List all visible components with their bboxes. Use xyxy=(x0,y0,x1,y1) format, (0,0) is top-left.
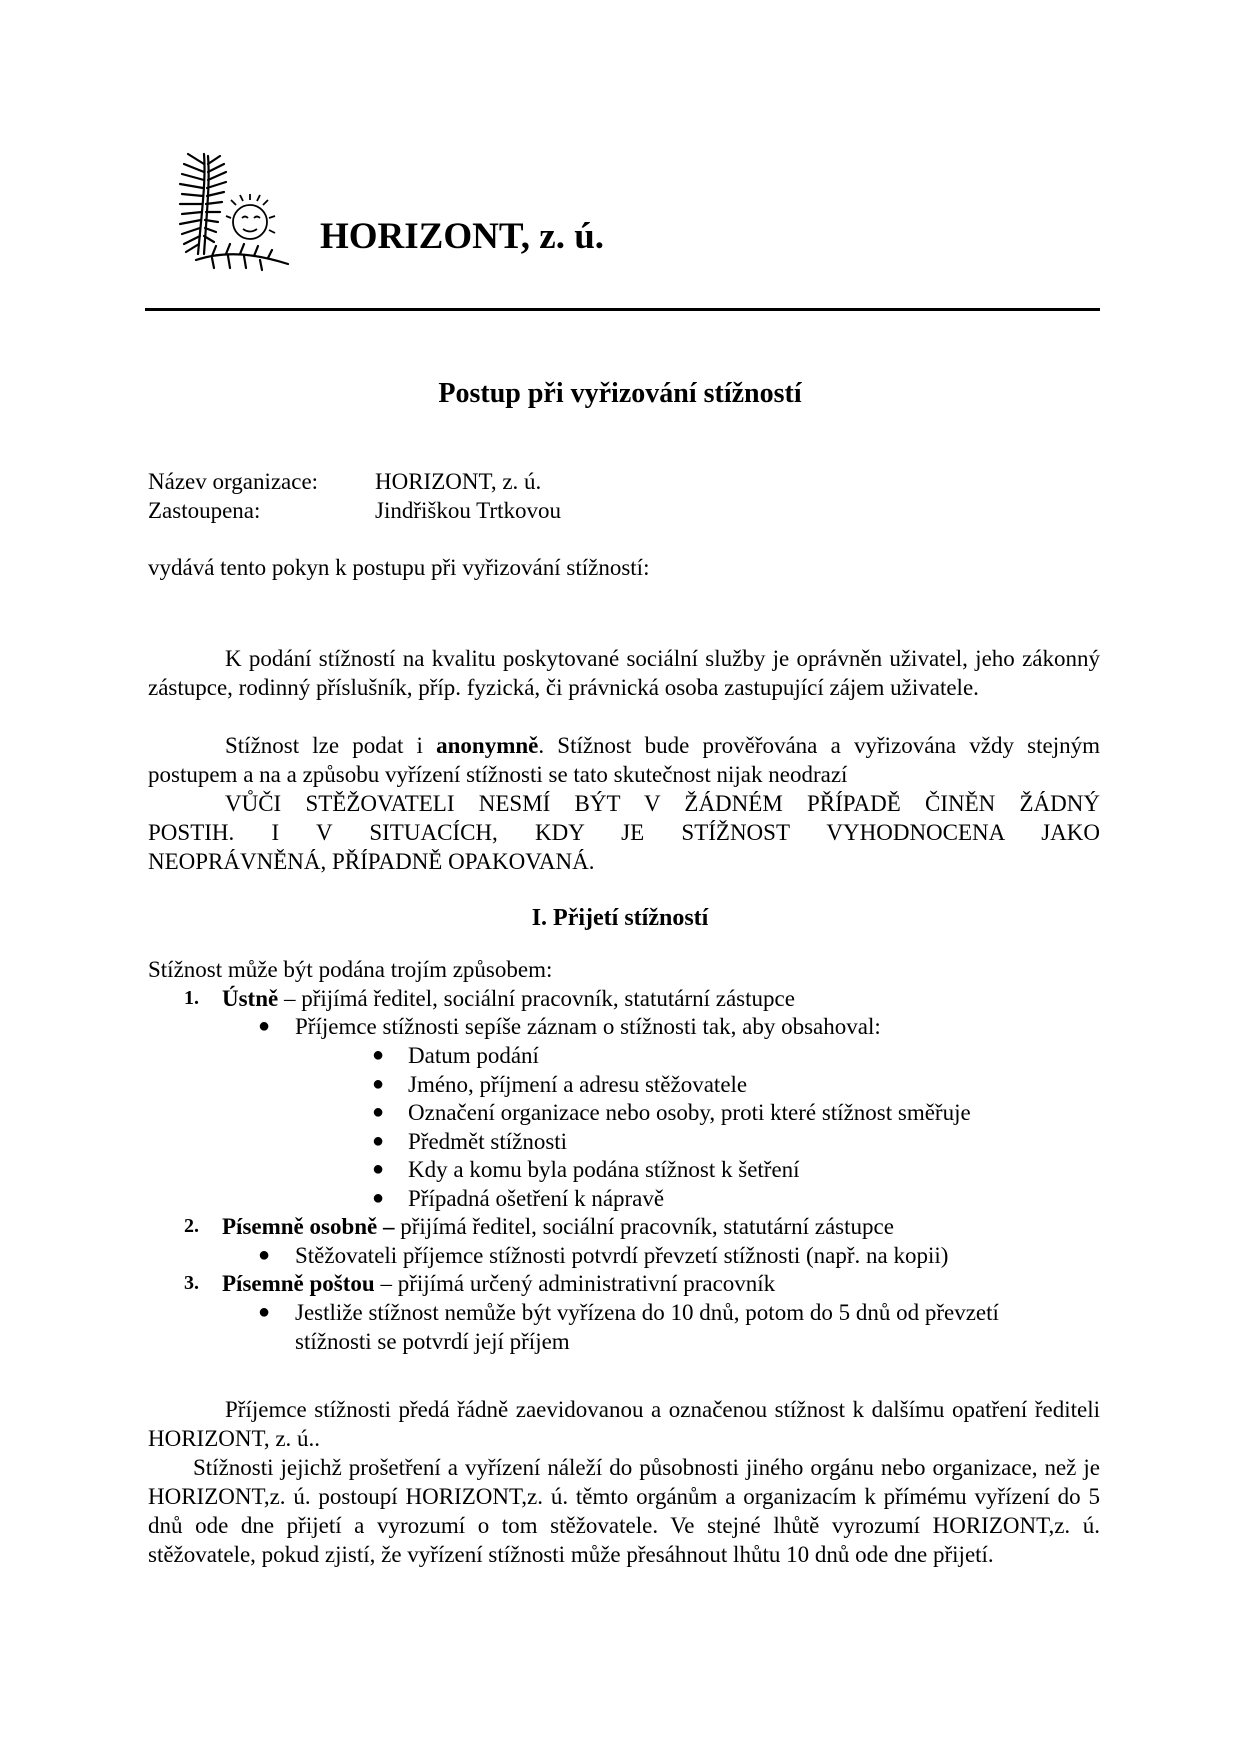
paragraph-eligibility: K podání stížností na kvalitu poskytované sociální služby je oprávněn uživatel, jeho zákonný zástupce, rodinný příslušník, příp. fyzická, či právnická osoba zastupující zájem uživatele. xyxy=(148,646,1100,700)
anonymous-pre: Stížnost lze podat i xyxy=(225,733,437,758)
list-item-text: – přijímá určený administrativní pracovník xyxy=(374,1271,776,1296)
bullet-icon: ● xyxy=(258,1301,271,1323)
bullet-icon: ● xyxy=(372,1073,385,1095)
list-number: 3. xyxy=(184,1272,199,1294)
sub-sub-item: Jméno, příjmení a adresu stěžovatele xyxy=(408,1072,748,1097)
sun-and-pine-branch-logo xyxy=(176,150,298,274)
organization-name-heading: HORIZONT, z. ú. xyxy=(320,216,605,257)
list-item-method: Písemně osobně – xyxy=(222,1214,395,1239)
section-heading: I. Přijetí stížností xyxy=(531,905,709,931)
bullet-icon: ● xyxy=(372,1101,385,1123)
info-label: Zastoupena: xyxy=(148,498,261,523)
paragraph-referral: Stížnosti jejichž prošetření a vyřízení náleží do působnosti jiného orgánu nebo organizace, než je HORIZONT,z. ú. postoupí HORIZONT,z. ú. těmto orgánům a organizacím k přímému vyřízení do 5 dnů ode dne přijetí a vyrozumí o tom stěžovatele. Ve stejné lhůtě vyrozumí HORIZONT,z. ú. stěžovatele, pokud zjistí, že vyřízení stížnosti může přesáhnout lhůtu 10 dnů ode dne přijetí. xyxy=(148,1455,1100,1567)
warning-line: NEOPRÁVNĚNÁ, PŘÍPADNĚ OPAKOVANÁ. xyxy=(148,849,595,874)
sub-item-line: Jestliže stížnost nemůže být vyřízena do 10 dnů, potom do 5 dnů od převzetí xyxy=(295,1300,999,1325)
list-item xyxy=(222,1212,894,1241)
warning-line: VŮČI STĚŽOVATELI NESMÍ BÝT V ŽÁDNÉM PŘÍPADĚ ČINĚN ŽÁDNÝ xyxy=(225,791,1100,816)
sub-sub-item: Případná ošetření k nápravě xyxy=(408,1186,665,1211)
warning-line: POSTIH. I V SITUACÍCH, KDY JE STÍŽNOST VYHODNOCENA JAKO xyxy=(148,820,1100,845)
sub-sub-item: Označení organizace nebo osoby, proti které stížnost směřuje xyxy=(408,1100,971,1125)
intro-text: vydává tento pokyn k postupu při vyřizování stížností: xyxy=(148,555,650,580)
warning-paragraph xyxy=(148,789,1100,876)
bullet-icon: ● xyxy=(372,1130,385,1152)
list-item-text: – přijímá ředitel, sociální pracovník, statutární zástupce xyxy=(278,986,795,1011)
document-title: Postup při vyřizování stížností xyxy=(438,378,802,409)
list-item-text: přijímá ředitel, sociální pracovník, statutární zástupce xyxy=(394,1214,894,1239)
anonymous-bold: anonymně xyxy=(436,733,539,758)
sub-sub-item: Datum podání xyxy=(408,1043,539,1068)
list-number: 1. xyxy=(184,987,199,1009)
list-item-method: Ústně xyxy=(222,986,279,1011)
sub-item-line: stížnosti se potvrdí její příjem xyxy=(295,1329,570,1354)
sub-item: Příjemce stížnosti sepíše záznam o stížnosti tak, aby obsahoval: xyxy=(295,1014,881,1039)
organization-info xyxy=(148,467,561,525)
paragraph-handover: Příjemce stížnosti předá řádně zaevidovanou a označenou stížnost k dalšímu opatření řediteli HORIZONT, z. ú.. xyxy=(148,1397,1100,1451)
info-value: HORIZONT, z. ú. xyxy=(375,469,542,494)
info-row xyxy=(148,467,561,496)
bullet-icon: ● xyxy=(372,1187,385,1209)
sub-sub-item: Kdy a komu byla podána stížnost k šetření xyxy=(408,1157,800,1182)
info-label: Název organizace: xyxy=(148,469,319,494)
sub-item: Stěžovateli příjemce stížnosti potvrdí převzetí stížnosti (např. na kopii) xyxy=(295,1243,949,1268)
list-item xyxy=(222,1269,775,1298)
header-divider xyxy=(145,308,1100,311)
section-lead: Stížnost může být podána trojím způsobem: xyxy=(148,957,553,982)
sub-sub-item: Předmět stížnosti xyxy=(408,1129,568,1154)
bullet-icon: ● xyxy=(372,1044,385,1066)
paragraph-anonymous xyxy=(148,731,1100,789)
info-value: Jindřiškou Trtkovou xyxy=(375,498,561,523)
bullet-icon: ● xyxy=(372,1158,385,1180)
info-row xyxy=(148,496,561,525)
list-item xyxy=(222,984,795,1013)
list-item-method: Písemně poštou xyxy=(222,1271,375,1296)
bullet-icon: ● xyxy=(258,1244,271,1266)
list-number: 2. xyxy=(184,1215,199,1237)
anonymous-post: . Stížnost bude prověřována a vyřizována vždy stejným postupem a na a způsobu vyřízení stížnosti se tato skutečnost nijak neodrazí xyxy=(148,733,1100,787)
bullet-icon: ● xyxy=(258,1015,271,1037)
